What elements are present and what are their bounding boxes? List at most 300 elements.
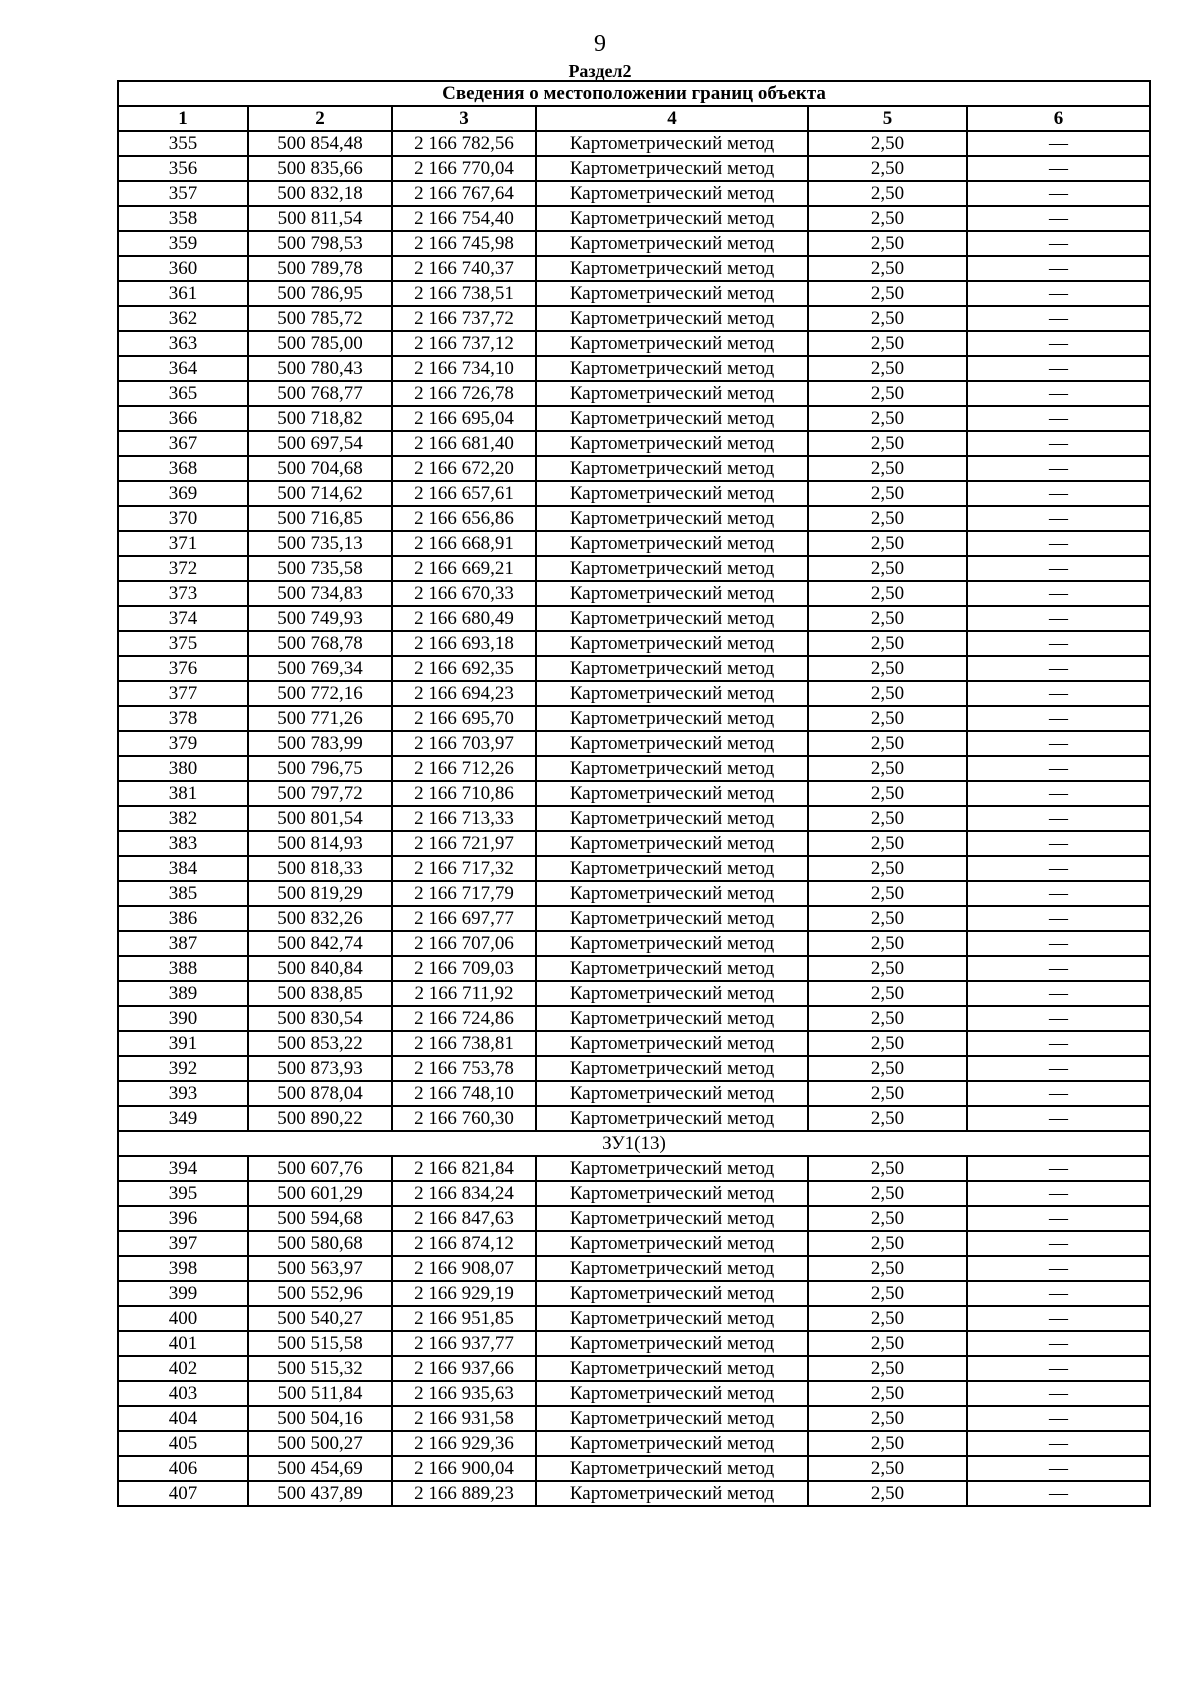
description-cell: — bbox=[967, 1081, 1150, 1106]
method-cell: Картометрический метод bbox=[536, 1306, 808, 1331]
table-row bbox=[118, 706, 1150, 731]
description-cell: — bbox=[967, 1056, 1150, 1081]
x-coordinate-cell: 500 772,16 bbox=[248, 681, 392, 706]
y-coordinate-cell: 2 166 695,70 bbox=[392, 706, 536, 731]
description-cell: — bbox=[967, 1381, 1150, 1406]
precision-cell: 2,50 bbox=[808, 1181, 967, 1206]
point-number-cell: 395 bbox=[118, 1181, 248, 1206]
y-coordinate-cell: 2 166 738,51 bbox=[392, 281, 536, 306]
x-coordinate-cell: 500 798,53 bbox=[248, 231, 392, 256]
table-row bbox=[118, 1031, 1150, 1056]
table-row bbox=[118, 1431, 1150, 1456]
column-header: 4 bbox=[536, 106, 808, 131]
x-coordinate-cell: 500 716,85 bbox=[248, 506, 392, 531]
point-number-cell: 366 bbox=[118, 406, 248, 431]
x-coordinate-cell: 500 832,26 bbox=[248, 906, 392, 931]
y-coordinate-cell: 2 166 874,12 bbox=[392, 1231, 536, 1256]
method-cell: Картометрический метод bbox=[536, 1331, 808, 1356]
precision-cell: 2,50 bbox=[808, 1156, 967, 1181]
column-header: 5 bbox=[808, 106, 967, 131]
y-coordinate-cell: 2 166 937,77 bbox=[392, 1331, 536, 1356]
x-coordinate-cell: 500 515,58 bbox=[248, 1331, 392, 1356]
y-coordinate-cell: 2 166 717,79 bbox=[392, 881, 536, 906]
x-coordinate-cell: 500 771,26 bbox=[248, 706, 392, 731]
method-cell: Картометрический метод bbox=[536, 931, 808, 956]
y-coordinate-cell: 2 166 737,72 bbox=[392, 306, 536, 331]
description-cell: — bbox=[967, 1031, 1150, 1056]
description-cell: — bbox=[967, 1481, 1150, 1506]
table-row bbox=[118, 681, 1150, 706]
x-coordinate-cell: 500 878,04 bbox=[248, 1081, 392, 1106]
x-coordinate-cell: 500 734,83 bbox=[248, 581, 392, 606]
y-coordinate-cell: 2 166 697,77 bbox=[392, 906, 536, 931]
table-row bbox=[118, 1206, 1150, 1231]
point-number-cell: 400 bbox=[118, 1306, 248, 1331]
column-header: 2 bbox=[248, 106, 392, 131]
point-number-cell: 398 bbox=[118, 1256, 248, 1281]
table-row bbox=[118, 1081, 1150, 1106]
table-row bbox=[118, 256, 1150, 281]
table-row bbox=[118, 856, 1150, 881]
column-header: 1 bbox=[118, 106, 248, 131]
method-cell: Картометрический метод bbox=[536, 1181, 808, 1206]
description-cell: — bbox=[967, 281, 1150, 306]
x-coordinate-cell: 500 540,27 bbox=[248, 1306, 392, 1331]
description-cell: — bbox=[967, 1331, 1150, 1356]
description-cell: — bbox=[967, 1256, 1150, 1281]
description-cell: — bbox=[967, 881, 1150, 906]
description-cell: — bbox=[967, 581, 1150, 606]
precision-cell: 2,50 bbox=[808, 856, 967, 881]
x-coordinate-cell: 500 818,33 bbox=[248, 856, 392, 881]
precision-cell: 2,50 bbox=[808, 631, 967, 656]
point-number-cell: 368 bbox=[118, 456, 248, 481]
y-coordinate-cell: 2 166 692,35 bbox=[392, 656, 536, 681]
point-number-cell: 388 bbox=[118, 956, 248, 981]
y-coordinate-cell: 2 166 668,91 bbox=[392, 531, 536, 556]
x-coordinate-cell: 500 601,29 bbox=[248, 1181, 392, 1206]
point-number-cell: 377 bbox=[118, 681, 248, 706]
table-row bbox=[118, 331, 1150, 356]
point-number-cell: 393 bbox=[118, 1081, 248, 1106]
y-coordinate-cell: 2 166 782,56 bbox=[392, 131, 536, 156]
precision-cell: 2,50 bbox=[808, 431, 967, 456]
method-cell: Картометрический метод bbox=[536, 1206, 808, 1231]
description-cell: — bbox=[967, 381, 1150, 406]
description-cell: — bbox=[967, 256, 1150, 281]
point-number-cell: 355 bbox=[118, 131, 248, 156]
description-cell: — bbox=[967, 1431, 1150, 1456]
description-cell: — bbox=[967, 1406, 1150, 1431]
description-cell: — bbox=[967, 806, 1150, 831]
y-coordinate-cell: 2 166 908,07 bbox=[392, 1256, 536, 1281]
table-row bbox=[118, 381, 1150, 406]
x-coordinate-cell: 500 563,97 bbox=[248, 1256, 392, 1281]
y-coordinate-cell: 2 166 726,78 bbox=[392, 381, 536, 406]
method-cell: Картометрический метод bbox=[536, 981, 808, 1006]
boundary-coordinates-table bbox=[117, 80, 1151, 1507]
x-coordinate-cell: 500 819,29 bbox=[248, 881, 392, 906]
precision-cell: 2,50 bbox=[808, 1381, 967, 1406]
point-number-cell: 399 bbox=[118, 1281, 248, 1306]
method-cell: Картометрический метод bbox=[536, 331, 808, 356]
precision-cell: 2,50 bbox=[808, 981, 967, 1006]
x-coordinate-cell: 500 801,54 bbox=[248, 806, 392, 831]
method-cell: Картометрический метод bbox=[536, 706, 808, 731]
table-row bbox=[118, 1181, 1150, 1206]
table-row bbox=[118, 231, 1150, 256]
table-row bbox=[118, 456, 1150, 481]
table-caption: Сведения о местоположении границ объекта bbox=[118, 81, 1150, 106]
y-coordinate-cell: 2 166 748,10 bbox=[392, 1081, 536, 1106]
x-coordinate-cell: 500 785,00 bbox=[248, 331, 392, 356]
x-coordinate-cell: 500 873,93 bbox=[248, 1056, 392, 1081]
table-row bbox=[118, 306, 1150, 331]
method-cell: Картометрический метод bbox=[536, 906, 808, 931]
x-coordinate-cell: 500 814,93 bbox=[248, 831, 392, 856]
point-number-cell: 349 bbox=[118, 1106, 248, 1131]
description-cell: — bbox=[967, 931, 1150, 956]
point-number-cell: 357 bbox=[118, 181, 248, 206]
method-cell: Картометрический метод bbox=[536, 581, 808, 606]
description-cell: — bbox=[967, 656, 1150, 681]
y-coordinate-cell: 2 166 717,32 bbox=[392, 856, 536, 881]
point-number-cell: 397 bbox=[118, 1231, 248, 1256]
table-row bbox=[118, 406, 1150, 431]
table-row bbox=[118, 1281, 1150, 1306]
y-coordinate-cell: 2 166 734,10 bbox=[392, 356, 536, 381]
x-coordinate-cell: 500 504,16 bbox=[248, 1406, 392, 1431]
method-cell: Картометрический метод bbox=[536, 556, 808, 581]
y-coordinate-cell: 2 166 695,04 bbox=[392, 406, 536, 431]
method-cell: Картометрический метод bbox=[536, 656, 808, 681]
y-coordinate-cell: 2 166 694,23 bbox=[392, 681, 536, 706]
method-cell: Картометрический метод bbox=[536, 1431, 808, 1456]
y-coordinate-cell: 2 166 821,84 bbox=[392, 1156, 536, 1181]
x-coordinate-cell: 500 797,72 bbox=[248, 781, 392, 806]
point-number-cell: 367 bbox=[118, 431, 248, 456]
y-coordinate-cell: 2 166 707,06 bbox=[392, 931, 536, 956]
table-row bbox=[118, 506, 1150, 531]
point-number-cell: 358 bbox=[118, 206, 248, 231]
method-cell: Картометрический метод bbox=[536, 1106, 808, 1131]
point-number-cell: 406 bbox=[118, 1456, 248, 1481]
precision-cell: 2,50 bbox=[808, 1331, 967, 1356]
precision-cell: 2,50 bbox=[808, 681, 967, 706]
table-row bbox=[118, 656, 1150, 681]
x-coordinate-cell: 500 830,54 bbox=[248, 1006, 392, 1031]
column-header-row bbox=[118, 106, 1150, 131]
x-coordinate-cell: 500 768,77 bbox=[248, 381, 392, 406]
x-coordinate-cell: 500 835,66 bbox=[248, 156, 392, 181]
point-number-cell: 384 bbox=[118, 856, 248, 881]
x-coordinate-cell: 500 500,27 bbox=[248, 1431, 392, 1456]
point-number-cell: 386 bbox=[118, 906, 248, 931]
precision-cell: 2,50 bbox=[808, 531, 967, 556]
description-cell: — bbox=[967, 331, 1150, 356]
description-cell: — bbox=[967, 556, 1150, 581]
table-row bbox=[118, 156, 1150, 181]
method-cell: Картометрический метод bbox=[536, 1056, 808, 1081]
point-number-cell: 404 bbox=[118, 1406, 248, 1431]
table-row bbox=[118, 631, 1150, 656]
table-row bbox=[118, 1106, 1150, 1131]
precision-cell: 2,50 bbox=[808, 931, 967, 956]
y-coordinate-cell: 2 166 834,24 bbox=[392, 1181, 536, 1206]
precision-cell: 2,50 bbox=[808, 906, 967, 931]
point-number-cell: 372 bbox=[118, 556, 248, 581]
method-cell: Картометрический метод bbox=[536, 506, 808, 531]
method-cell: Картометрический метод bbox=[536, 606, 808, 631]
table-row bbox=[118, 531, 1150, 556]
x-coordinate-cell: 500 580,68 bbox=[248, 1231, 392, 1256]
description-cell: — bbox=[967, 1156, 1150, 1181]
x-coordinate-cell: 500 607,76 bbox=[248, 1156, 392, 1181]
point-number-cell: 396 bbox=[118, 1206, 248, 1231]
x-coordinate-cell: 500 854,48 bbox=[248, 131, 392, 156]
point-number-cell: 374 bbox=[118, 606, 248, 631]
precision-cell: 2,50 bbox=[808, 1356, 967, 1381]
precision-cell: 2,50 bbox=[808, 556, 967, 581]
y-coordinate-cell: 2 166 672,20 bbox=[392, 456, 536, 481]
precision-cell: 2,50 bbox=[808, 256, 967, 281]
method-cell: Картометрический метод bbox=[536, 381, 808, 406]
precision-cell: 2,50 bbox=[808, 781, 967, 806]
method-cell: Картометрический метод bbox=[536, 206, 808, 231]
x-coordinate-cell: 500 832,18 bbox=[248, 181, 392, 206]
description-cell: — bbox=[967, 181, 1150, 206]
description-cell: — bbox=[967, 531, 1150, 556]
x-coordinate-cell: 500 811,54 bbox=[248, 206, 392, 231]
table-row bbox=[118, 1381, 1150, 1406]
table-row bbox=[118, 1481, 1150, 1506]
description-cell: — bbox=[967, 506, 1150, 531]
description-cell: — bbox=[967, 481, 1150, 506]
method-cell: Картометрический метод bbox=[536, 831, 808, 856]
column-header: 6 bbox=[967, 106, 1150, 131]
table-row bbox=[118, 956, 1150, 981]
description-cell: — bbox=[967, 1181, 1150, 1206]
table-caption-row bbox=[118, 81, 1150, 106]
point-number-cell: 391 bbox=[118, 1031, 248, 1056]
y-coordinate-cell: 2 166 770,04 bbox=[392, 156, 536, 181]
method-cell: Картометрический метод bbox=[536, 356, 808, 381]
precision-cell: 2,50 bbox=[808, 231, 967, 256]
table-row bbox=[118, 806, 1150, 831]
x-coordinate-cell: 500 704,68 bbox=[248, 456, 392, 481]
precision-cell: 2,50 bbox=[808, 406, 967, 431]
precision-cell: 2,50 bbox=[808, 831, 967, 856]
section-label: Раздел2 bbox=[568, 61, 632, 81]
y-coordinate-cell: 2 166 951,85 bbox=[392, 1306, 536, 1331]
y-coordinate-cell: 2 166 680,49 bbox=[392, 606, 536, 631]
table-row bbox=[118, 281, 1150, 306]
y-coordinate-cell: 2 166 681,40 bbox=[392, 431, 536, 456]
method-cell: Картометрический метод bbox=[536, 1031, 808, 1056]
precision-cell: 2,50 bbox=[808, 1406, 967, 1431]
x-coordinate-cell: 500 789,78 bbox=[248, 256, 392, 281]
table-row bbox=[118, 606, 1150, 631]
description-cell: — bbox=[967, 1006, 1150, 1031]
method-cell: Картометрический метод bbox=[536, 1456, 808, 1481]
method-cell: Картометрический метод bbox=[536, 456, 808, 481]
y-coordinate-cell: 2 166 737,12 bbox=[392, 331, 536, 356]
y-coordinate-cell: 2 166 900,04 bbox=[392, 1456, 536, 1481]
point-number-cell: 382 bbox=[118, 806, 248, 831]
precision-cell: 2,50 bbox=[808, 656, 967, 681]
y-coordinate-cell: 2 166 753,78 bbox=[392, 1056, 536, 1081]
description-cell: — bbox=[967, 1206, 1150, 1231]
x-coordinate-cell: 500 515,32 bbox=[248, 1356, 392, 1381]
x-coordinate-cell: 500 735,13 bbox=[248, 531, 392, 556]
precision-cell: 2,50 bbox=[808, 456, 967, 481]
precision-cell: 2,50 bbox=[808, 181, 967, 206]
method-cell: Картометрический метод bbox=[536, 306, 808, 331]
precision-cell: 2,50 bbox=[808, 1031, 967, 1056]
description-cell: — bbox=[967, 1231, 1150, 1256]
method-cell: Картометрический метод bbox=[536, 231, 808, 256]
x-coordinate-cell: 500 437,89 bbox=[248, 1481, 392, 1506]
table-row bbox=[118, 1456, 1150, 1481]
method-cell: Картометрический метод bbox=[536, 806, 808, 831]
precision-cell: 2,50 bbox=[808, 1106, 967, 1131]
description-cell: — bbox=[967, 131, 1150, 156]
x-coordinate-cell: 500 785,72 bbox=[248, 306, 392, 331]
y-coordinate-cell: 2 166 669,21 bbox=[392, 556, 536, 581]
y-coordinate-cell: 2 166 703,97 bbox=[392, 731, 536, 756]
column-header: 3 bbox=[392, 106, 536, 131]
table-row bbox=[118, 356, 1150, 381]
x-coordinate-cell: 500 768,78 bbox=[248, 631, 392, 656]
point-number-cell: 362 bbox=[118, 306, 248, 331]
point-number-cell: 389 bbox=[118, 981, 248, 1006]
method-cell: Картометрический метод bbox=[536, 281, 808, 306]
point-number-cell: 383 bbox=[118, 831, 248, 856]
table-row bbox=[118, 931, 1150, 956]
table-row bbox=[118, 756, 1150, 781]
y-coordinate-cell: 2 166 740,37 bbox=[392, 256, 536, 281]
y-coordinate-cell: 2 166 754,40 bbox=[392, 206, 536, 231]
x-coordinate-cell: 500 786,95 bbox=[248, 281, 392, 306]
x-coordinate-cell: 500 697,54 bbox=[248, 431, 392, 456]
table-row bbox=[118, 556, 1150, 581]
y-coordinate-cell: 2 166 656,86 bbox=[392, 506, 536, 531]
table-row bbox=[118, 781, 1150, 806]
table-row bbox=[118, 731, 1150, 756]
method-cell: Картометрический метод bbox=[536, 1231, 808, 1256]
y-coordinate-cell: 2 166 710,86 bbox=[392, 781, 536, 806]
table-row bbox=[118, 1231, 1150, 1256]
precision-cell: 2,50 bbox=[808, 1306, 967, 1331]
table-row bbox=[118, 581, 1150, 606]
description-cell: — bbox=[967, 631, 1150, 656]
method-cell: Картометрический метод bbox=[536, 731, 808, 756]
description-cell: — bbox=[967, 406, 1150, 431]
method-cell: Картометрический метод bbox=[536, 181, 808, 206]
point-number-cell: 402 bbox=[118, 1356, 248, 1381]
point-number-cell: 363 bbox=[118, 331, 248, 356]
y-coordinate-cell: 2 166 760,30 bbox=[392, 1106, 536, 1131]
precision-cell: 2,50 bbox=[808, 131, 967, 156]
x-coordinate-cell: 500 735,58 bbox=[248, 556, 392, 581]
precision-cell: 2,50 bbox=[808, 731, 967, 756]
table-row bbox=[118, 1006, 1150, 1031]
y-coordinate-cell: 2 166 931,58 bbox=[392, 1406, 536, 1431]
method-cell: Картометрический метод bbox=[536, 956, 808, 981]
description-cell: — bbox=[967, 981, 1150, 1006]
table-row bbox=[118, 131, 1150, 156]
precision-cell: 2,50 bbox=[808, 956, 967, 981]
x-coordinate-cell: 500 718,82 bbox=[248, 406, 392, 431]
y-coordinate-cell: 2 166 738,81 bbox=[392, 1031, 536, 1056]
point-number-cell: 379 bbox=[118, 731, 248, 756]
group-header-row bbox=[118, 1131, 1150, 1156]
precision-cell: 2,50 bbox=[808, 1281, 967, 1306]
description-cell: — bbox=[967, 706, 1150, 731]
point-number-cell: 407 bbox=[118, 1481, 248, 1506]
method-cell: Картометрический метод bbox=[536, 856, 808, 881]
precision-cell: 2,50 bbox=[808, 1431, 967, 1456]
point-number-cell: 394 bbox=[118, 1156, 248, 1181]
y-coordinate-cell: 2 166 709,03 bbox=[392, 956, 536, 981]
method-cell: Картометрический метод bbox=[536, 481, 808, 506]
method-cell: Картометрический метод bbox=[536, 1481, 808, 1506]
method-cell: Картометрический метод bbox=[536, 881, 808, 906]
precision-cell: 2,50 bbox=[808, 156, 967, 181]
precision-cell: 2,50 bbox=[808, 1481, 967, 1506]
point-number-cell: 378 bbox=[118, 706, 248, 731]
description-cell: — bbox=[967, 156, 1150, 181]
x-coordinate-cell: 500 780,43 bbox=[248, 356, 392, 381]
precision-cell: 2,50 bbox=[808, 206, 967, 231]
method-cell: Картометрический метод bbox=[536, 1256, 808, 1281]
description-cell: — bbox=[967, 1356, 1150, 1381]
method-cell: Картометрический метод bbox=[536, 256, 808, 281]
table-row bbox=[118, 1306, 1150, 1331]
y-coordinate-cell: 2 166 693,18 bbox=[392, 631, 536, 656]
x-coordinate-cell: 500 796,75 bbox=[248, 756, 392, 781]
description-cell: — bbox=[967, 206, 1150, 231]
method-cell: Картометрический метод bbox=[536, 531, 808, 556]
precision-cell: 2,50 bbox=[808, 331, 967, 356]
y-coordinate-cell: 2 166 889,23 bbox=[392, 1481, 536, 1506]
y-coordinate-cell: 2 166 657,61 bbox=[392, 481, 536, 506]
x-coordinate-cell: 500 840,84 bbox=[248, 956, 392, 981]
precision-cell: 2,50 bbox=[808, 1231, 967, 1256]
point-number-cell: 361 bbox=[118, 281, 248, 306]
description-cell: — bbox=[967, 1456, 1150, 1481]
precision-cell: 2,50 bbox=[808, 881, 967, 906]
method-cell: Картометрический метод bbox=[536, 1356, 808, 1381]
table-body bbox=[118, 131, 1150, 1506]
y-coordinate-cell: 2 166 713,33 bbox=[392, 806, 536, 831]
y-coordinate-cell: 2 166 929,36 bbox=[392, 1431, 536, 1456]
table-row bbox=[118, 906, 1150, 931]
table-row bbox=[118, 831, 1150, 856]
description-cell: — bbox=[967, 606, 1150, 631]
precision-cell: 2,50 bbox=[808, 1256, 967, 1281]
x-coordinate-cell: 500 783,99 bbox=[248, 731, 392, 756]
method-cell: Картометрический метод bbox=[536, 1406, 808, 1431]
x-coordinate-cell: 500 454,69 bbox=[248, 1456, 392, 1481]
method-cell: Картометрический метод bbox=[536, 781, 808, 806]
x-coordinate-cell: 500 853,22 bbox=[248, 1031, 392, 1056]
precision-cell: 2,50 bbox=[808, 381, 967, 406]
page-number: 9 bbox=[594, 31, 606, 57]
table-row bbox=[118, 981, 1150, 1006]
point-number-cell: 387 bbox=[118, 931, 248, 956]
precision-cell: 2,50 bbox=[808, 506, 967, 531]
